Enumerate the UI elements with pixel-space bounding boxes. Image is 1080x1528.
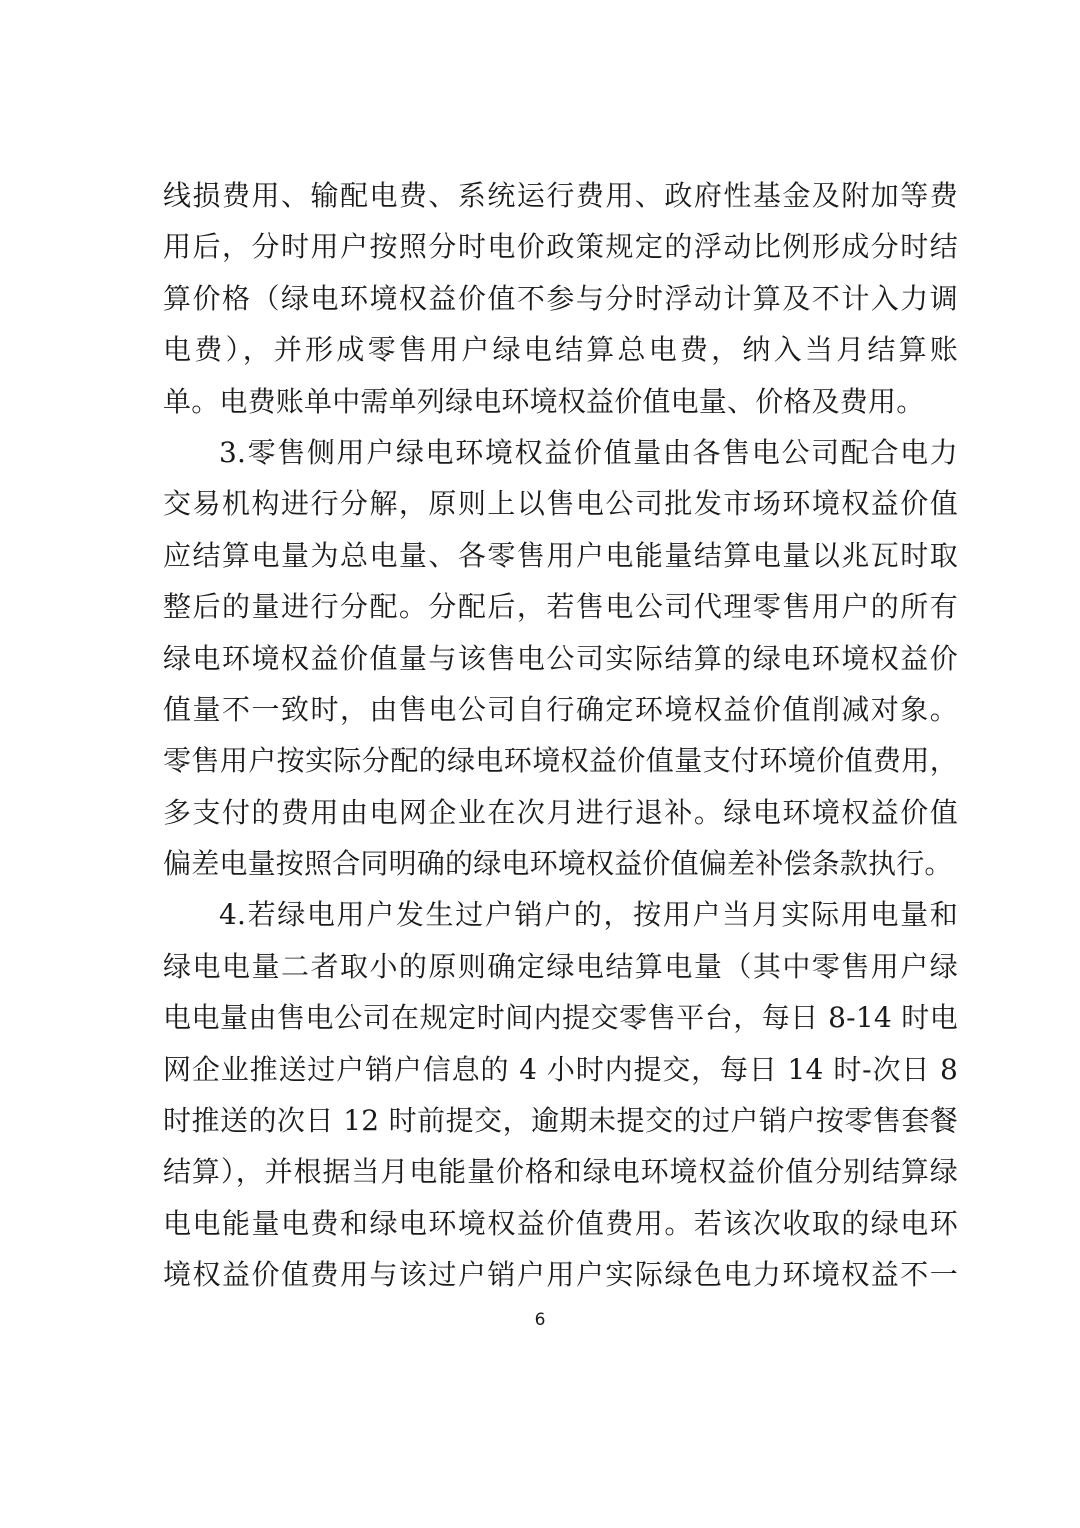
text-line: 绿电环境权益价值量与该售电公司实际结算的绿电环境权益价 xyxy=(163,641,958,675)
text-line: 网企业推送过户销户信息的 4 小时内提交，每日 14 时-次日 8 xyxy=(163,1052,958,1086)
text-line: 应结算电量为总电量、各零售用户电能量结算电量以兆瓦时取 xyxy=(163,538,958,572)
text-line: 整后的量进行分配。分配后，若售电公司代理零售用户的所有 xyxy=(163,590,958,624)
text-line: 境权益价值费用与该过户销户用户实际绿色电力环境权益不一 xyxy=(163,1258,958,1292)
text-line: 值量不一致时，由售电公司自行确定环境权益价值削减对象。 xyxy=(163,692,958,726)
text-line: 4.若绿电用户发生过户销户的，按用户当月实际用电量和 xyxy=(219,898,958,932)
text-line: 3.零售侧用户绿电环境权益价值量由各售电公司配合电力 xyxy=(219,435,958,469)
text-line: 电电能量电费和绿电环境权益价值费用。若该次收取的绿电环 xyxy=(163,1206,958,1240)
body-text xyxy=(163,170,958,1301)
text-line: 结算），并根据当月电能量价格和绿电环境权益价值分别结算绿 xyxy=(163,1155,958,1189)
text-line: 偏差电量按照合同明确的绿电环境权益价值偏差补偿条款执行。 xyxy=(163,847,953,881)
text-line: 多支付的费用由电网企业在次月进行退补。绿电环境权益价值 xyxy=(163,795,958,829)
text-line: 算价格（绿电环境权益价值不参与分时浮动计算及不计入力调 xyxy=(163,281,958,315)
text-line: 用后，分时用户按照分时电价政策规定的浮动比例形成分时结 xyxy=(163,230,958,264)
page-number: 6 xyxy=(534,1310,546,1330)
text-line: 电电量由售电公司在规定时间内提交零售平台，每日 8-14 时电 xyxy=(163,1001,958,1035)
text-line: 线损费用、输配电费、系统运行费用、政府性基金及附加等费 xyxy=(163,179,958,212)
text-line: 交易机构进行分解，原则上以售电公司批发市场环境权益价值 xyxy=(163,487,958,521)
text-line: 零售用户按实际分配的绿电环境权益价值量支付环境价值费用， xyxy=(163,744,958,778)
text-line: 时推送的次日 12 时前提交，逾期未提交的过户销户按零售套餐 xyxy=(163,1104,958,1138)
text-line: 单。电费账单中需单列绿电环境权益价值电量、价格及费用。 xyxy=(163,384,925,418)
text-line: 绿电电量二者取小的原则确定绿电结算电量（其中零售用户绿 xyxy=(163,949,958,983)
text-line: 电费），并形成零售用户绿电结算总电费，纳入当月结算账 xyxy=(163,333,958,367)
